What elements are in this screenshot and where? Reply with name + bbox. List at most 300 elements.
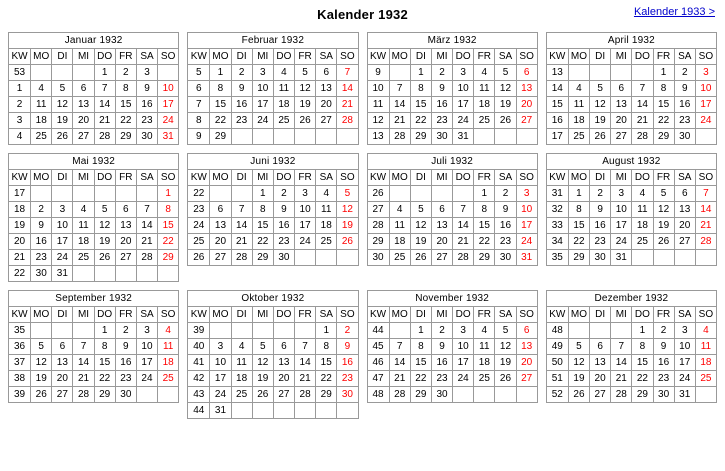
day-cell[interactable]: 27 [273,387,294,403]
day-cell[interactable]: 28 [231,250,252,266]
day-cell[interactable]: 9 [653,339,674,355]
day-cell[interactable]: 8 [94,339,115,355]
day-cell[interactable]: 23 [31,250,52,266]
day-cell[interactable]: 18 [273,97,294,113]
day-cell[interactable]: 31 [52,266,73,282]
day-cell[interactable]: 8 [158,202,179,218]
day-cell[interactable]: 23 [431,113,452,129]
day-cell[interactable]: 22 [632,371,653,387]
day-cell[interactable]: 23 [337,371,358,387]
day-cell[interactable]: 1 [94,323,115,339]
day-cell[interactable]: 2 [590,186,611,202]
day-cell[interactable]: 14 [136,218,157,234]
day-cell[interactable]: 12 [252,355,273,371]
day-cell[interactable]: 26 [252,387,273,403]
day-cell[interactable]: 7 [611,339,632,355]
day-cell[interactable]: 9 [115,339,136,355]
day-cell[interactable]: 18 [73,234,94,250]
day-cell[interactable]: 22 [158,234,179,250]
day-cell[interactable]: 9 [674,81,695,97]
day-cell[interactable]: 13 [611,97,632,113]
day-cell[interactable]: 15 [115,97,136,113]
day-cell[interactable]: 1 [252,186,273,202]
day-cell[interactable]: 19 [31,371,52,387]
day-cell[interactable]: 2 [431,323,452,339]
day-cell[interactable]: 29 [632,387,653,403]
day-cell[interactable]: 12 [568,355,589,371]
day-cell[interactable]: 4 [632,186,653,202]
day-cell[interactable]: 21 [295,371,316,387]
day-cell[interactable]: 29 [94,387,115,403]
day-cell[interactable]: 3 [453,65,474,81]
day-cell[interactable]: 24 [158,113,179,129]
day-cell[interactable]: 6 [273,339,294,355]
day-cell[interactable]: 30 [653,387,674,403]
day-cell[interactable]: 10 [158,81,179,97]
day-cell[interactable]: 28 [136,250,157,266]
day-cell[interactable]: 9 [431,81,452,97]
day-cell[interactable]: 5 [568,339,589,355]
day-cell[interactable]: 24 [695,113,716,129]
day-cell[interactable]: 18 [158,355,179,371]
day-cell[interactable]: 25 [695,371,716,387]
day-cell[interactable]: 21 [632,113,653,129]
day-cell[interactable]: 28 [611,387,632,403]
day-cell[interactable]: 22 [94,371,115,387]
day-cell[interactable]: 5 [653,186,674,202]
day-cell[interactable]: 9 [495,202,516,218]
day-cell[interactable]: 29 [568,250,589,266]
day-cell[interactable]: 14 [453,218,474,234]
day-cell[interactable]: 13 [73,97,94,113]
day-cell[interactable]: 15 [316,355,337,371]
day-cell[interactable]: 8 [568,202,589,218]
day-cell[interactable]: 11 [389,218,410,234]
day-cell[interactable]: 3 [252,65,273,81]
day-cell[interactable]: 12 [590,97,611,113]
day-cell[interactable]: 7 [389,81,410,97]
day-cell[interactable]: 15 [410,97,431,113]
day-cell[interactable]: 27 [115,250,136,266]
day-cell[interactable]: 8 [210,81,231,97]
day-cell[interactable]: 4 [273,65,294,81]
day-cell[interactable]: 5 [94,202,115,218]
day-cell[interactable]: 1 [158,186,179,202]
day-cell[interactable]: 22 [210,113,231,129]
day-cell[interactable]: 27 [516,371,537,387]
day-cell[interactable]: 3 [295,186,316,202]
day-cell[interactable]: 4 [695,323,716,339]
day-cell[interactable]: 12 [94,218,115,234]
day-cell[interactable]: 10 [252,81,273,97]
day-cell[interactable]: 13 [210,218,231,234]
day-cell[interactable]: 24 [516,234,537,250]
day-cell[interactable]: 25 [316,234,337,250]
day-cell[interactable]: 10 [210,355,231,371]
day-cell[interactable]: 28 [389,129,410,145]
day-cell[interactable]: 4 [73,202,94,218]
day-cell[interactable]: 3 [674,323,695,339]
day-cell[interactable]: 14 [695,202,716,218]
day-cell[interactable]: 3 [611,186,632,202]
day-cell[interactable]: 12 [495,339,516,355]
day-cell[interactable]: 16 [273,218,294,234]
day-cell[interactable]: 27 [674,234,695,250]
day-cell[interactable]: 23 [653,371,674,387]
day-cell[interactable]: 16 [431,97,452,113]
day-cell[interactable]: 25 [632,234,653,250]
day-cell[interactable]: 3 [695,65,716,81]
day-cell[interactable]: 19 [410,234,431,250]
day-cell[interactable]: 3 [136,323,157,339]
day-cell[interactable]: 19 [590,113,611,129]
day-cell[interactable]: 26 [52,129,73,145]
day-cell[interactable]: 22 [568,234,589,250]
day-cell[interactable]: 8 [410,81,431,97]
day-cell[interactable]: 6 [590,339,611,355]
day-cell[interactable]: 24 [52,250,73,266]
day-cell[interactable]: 2 [31,202,52,218]
day-cell[interactable]: 29 [316,387,337,403]
day-cell[interactable]: 22 [115,113,136,129]
day-cell[interactable]: 21 [389,371,410,387]
day-cell[interactable]: 26 [295,113,316,129]
day-cell[interactable]: 21 [453,234,474,250]
day-cell[interactable]: 13 [516,81,537,97]
day-cell[interactable]: 17 [611,218,632,234]
day-cell[interactable]: 29 [410,129,431,145]
day-cell[interactable]: 26 [495,371,516,387]
day-cell[interactable]: 2 [495,186,516,202]
day-cell[interactable]: 29 [252,250,273,266]
day-cell[interactable]: 11 [158,339,179,355]
day-cell[interactable]: 18 [316,218,337,234]
day-cell[interactable]: 28 [453,250,474,266]
day-cell[interactable]: 9 [136,81,157,97]
day-cell[interactable]: 19 [94,234,115,250]
day-cell[interactable]: 6 [516,65,537,81]
day-cell[interactable]: 19 [653,218,674,234]
day-cell[interactable]: 9 [337,339,358,355]
day-cell[interactable]: 25 [158,371,179,387]
day-cell[interactable]: 29 [158,250,179,266]
day-cell[interactable]: 19 [495,355,516,371]
day-cell[interactable]: 6 [611,81,632,97]
day-cell[interactable]: 29 [410,387,431,403]
day-cell[interactable]: 11 [231,355,252,371]
day-cell[interactable]: 14 [632,97,653,113]
day-cell[interactable]: 4 [568,81,589,97]
day-cell[interactable]: 10 [695,81,716,97]
day-cell[interactable]: 27 [431,250,452,266]
day-cell[interactable]: 4 [158,323,179,339]
day-cell[interactable]: 21 [695,218,716,234]
day-cell[interactable]: 21 [389,113,410,129]
day-cell[interactable]: 24 [295,234,316,250]
day-cell[interactable]: 6 [316,65,337,81]
day-cell[interactable]: 12 [653,202,674,218]
day-cell[interactable]: 16 [590,218,611,234]
day-cell[interactable]: 20 [73,113,94,129]
day-cell[interactable]: 23 [674,113,695,129]
day-cell[interactable]: 25 [73,250,94,266]
day-cell[interactable]: 30 [31,266,52,282]
day-cell[interactable]: 12 [410,218,431,234]
day-cell[interactable]: 19 [495,97,516,113]
day-cell[interactable]: 28 [94,129,115,145]
day-cell[interactable]: 24 [674,371,695,387]
day-cell[interactable]: 20 [210,234,231,250]
day-cell[interactable]: 10 [611,202,632,218]
day-cell[interactable]: 25 [231,387,252,403]
day-cell[interactable]: 4 [474,65,495,81]
day-cell[interactable]: 1 [410,65,431,81]
day-cell[interactable]: 25 [474,113,495,129]
day-cell[interactable]: 12 [31,355,52,371]
day-cell[interactable]: 20 [273,371,294,387]
day-cell[interactable]: 22 [410,371,431,387]
day-cell[interactable]: 30 [115,387,136,403]
day-cell[interactable]: 18 [231,371,252,387]
day-cell[interactable]: 30 [674,129,695,145]
day-cell[interactable]: 2 [674,65,695,81]
day-cell[interactable]: 18 [474,97,495,113]
day-cell[interactable]: 12 [337,202,358,218]
day-cell[interactable]: 2 [115,65,136,81]
day-cell[interactable]: 30 [337,387,358,403]
day-cell[interactable]: 17 [453,355,474,371]
day-cell[interactable]: 13 [674,202,695,218]
day-cell[interactable]: 13 [115,218,136,234]
day-cell[interactable]: 30 [431,129,452,145]
day-cell[interactable]: 31 [453,129,474,145]
day-cell[interactable]: 20 [316,97,337,113]
day-cell[interactable]: 15 [252,218,273,234]
day-cell[interactable]: 15 [94,355,115,371]
day-cell[interactable]: 4 [389,202,410,218]
day-cell[interactable]: 26 [337,234,358,250]
day-cell[interactable]: 27 [210,250,231,266]
day-cell[interactable]: 16 [31,234,52,250]
day-cell[interactable]: 14 [389,97,410,113]
day-cell[interactable]: 1 [410,323,431,339]
day-cell[interactable]: 22 [252,234,273,250]
day-cell[interactable]: 18 [31,113,52,129]
day-cell[interactable]: 11 [73,218,94,234]
day-cell[interactable]: 11 [695,339,716,355]
day-cell[interactable]: 15 [632,355,653,371]
day-cell[interactable]: 22 [410,113,431,129]
day-cell[interactable]: 6 [516,323,537,339]
day-cell[interactable]: 10 [136,339,157,355]
day-cell[interactable]: 9 [31,218,52,234]
day-cell[interactable]: 15 [653,97,674,113]
day-cell[interactable]: 30 [495,250,516,266]
day-cell[interactable]: 9 [431,339,452,355]
day-cell[interactable]: 23 [273,234,294,250]
day-cell[interactable]: 6 [431,202,452,218]
day-cell[interactable]: 25 [31,129,52,145]
day-cell[interactable]: 4 [31,81,52,97]
day-cell[interactable]: 13 [316,81,337,97]
day-cell[interactable]: 19 [337,218,358,234]
day-cell[interactable]: 14 [295,355,316,371]
day-cell[interactable]: 16 [653,355,674,371]
day-cell[interactable]: 26 [94,250,115,266]
day-cell[interactable]: 29 [115,129,136,145]
day-cell[interactable]: 3 [453,323,474,339]
day-cell[interactable]: 13 [431,218,452,234]
day-cell[interactable]: 27 [316,113,337,129]
day-cell[interactable]: 28 [295,387,316,403]
day-cell[interactable]: 2 [431,65,452,81]
day-cell[interactable]: 2 [337,323,358,339]
day-cell[interactable]: 13 [273,355,294,371]
day-cell[interactable]: 17 [252,97,273,113]
day-cell[interactable]: 4 [474,323,495,339]
day-cell[interactable]: 19 [52,113,73,129]
day-cell[interactable]: 21 [136,234,157,250]
day-cell[interactable]: 23 [115,371,136,387]
day-cell[interactable]: 10 [516,202,537,218]
day-cell[interactable]: 1 [94,65,115,81]
day-cell[interactable]: 20 [516,97,537,113]
day-cell[interactable]: 9 [273,202,294,218]
day-cell[interactable]: 5 [295,65,316,81]
day-cell[interactable]: 9 [231,81,252,97]
day-cell[interactable]: 10 [295,202,316,218]
day-cell[interactable]: 31 [611,250,632,266]
day-cell[interactable]: 28 [632,129,653,145]
day-cell[interactable]: 17 [158,97,179,113]
day-cell[interactable]: 1 [653,65,674,81]
day-cell[interactable]: 17 [295,218,316,234]
day-cell[interactable]: 17 [453,97,474,113]
day-cell[interactable]: 8 [115,81,136,97]
day-cell[interactable]: 13 [590,355,611,371]
day-cell[interactable]: 8 [316,339,337,355]
day-cell[interactable]: 28 [73,387,94,403]
day-cell[interactable]: 25 [474,371,495,387]
day-cell[interactable]: 20 [115,234,136,250]
day-cell[interactable]: 14 [94,97,115,113]
day-cell[interactable]: 11 [632,202,653,218]
day-cell[interactable]: 20 [611,113,632,129]
day-cell[interactable]: 11 [273,81,294,97]
day-cell[interactable]: 24 [453,371,474,387]
day-cell[interactable]: 20 [590,371,611,387]
next-year-link[interactable]: Kalender 1933 > [633,6,715,18]
day-cell[interactable]: 11 [316,202,337,218]
day-cell[interactable]: 24 [611,234,632,250]
day-cell[interactable]: 26 [568,387,589,403]
day-cell[interactable]: 18 [474,355,495,371]
day-cell[interactable]: 7 [231,202,252,218]
day-cell[interactable]: 12 [52,97,73,113]
day-cell[interactable]: 23 [136,113,157,129]
day-cell[interactable]: 22 [474,234,495,250]
day-cell[interactable]: 26 [495,113,516,129]
day-cell[interactable]: 21 [611,371,632,387]
day-cell[interactable]: 21 [231,234,252,250]
day-cell[interactable]: 25 [568,129,589,145]
day-cell[interactable]: 18 [568,113,589,129]
day-cell[interactable]: 31 [210,403,231,419]
day-cell[interactable]: 23 [431,371,452,387]
day-cell[interactable]: 27 [52,387,73,403]
day-cell[interactable]: 11 [474,339,495,355]
day-cell[interactable]: 15 [210,97,231,113]
day-cell[interactable]: 4 [231,339,252,355]
day-cell[interactable]: 10 [52,218,73,234]
day-cell[interactable]: 7 [389,339,410,355]
day-cell[interactable]: 26 [653,234,674,250]
day-cell[interactable]: 11 [31,97,52,113]
day-cell[interactable]: 17 [136,355,157,371]
day-cell[interactable]: 7 [295,339,316,355]
day-cell[interactable]: 27 [516,113,537,129]
day-cell[interactable]: 28 [695,234,716,250]
day-cell[interactable]: 27 [73,129,94,145]
day-cell[interactable]: 30 [136,129,157,145]
day-cell[interactable]: 26 [590,129,611,145]
day-cell[interactable]: 6 [115,202,136,218]
day-cell[interactable]: 3 [136,65,157,81]
day-cell[interactable]: 10 [453,339,474,355]
day-cell[interactable]: 20 [516,355,537,371]
day-cell[interactable]: 15 [158,218,179,234]
day-cell[interactable]: 2 [653,323,674,339]
day-cell[interactable]: 24 [453,113,474,129]
day-cell[interactable]: 23 [231,113,252,129]
day-cell[interactable]: 6 [52,339,73,355]
day-cell[interactable]: 5 [495,65,516,81]
day-cell[interactable]: 7 [453,202,474,218]
day-cell[interactable]: 17 [52,234,73,250]
day-cell[interactable]: 25 [389,250,410,266]
day-cell[interactable]: 15 [568,218,589,234]
day-cell[interactable]: 15 [410,355,431,371]
day-cell[interactable]: 16 [337,355,358,371]
day-cell[interactable]: 22 [653,113,674,129]
day-cell[interactable]: 2 [115,323,136,339]
day-cell[interactable]: 21 [94,113,115,129]
day-cell[interactable]: 24 [136,371,157,387]
day-cell[interactable]: 30 [273,250,294,266]
day-cell[interactable]: 17 [516,218,537,234]
day-cell[interactable]: 29 [653,129,674,145]
day-cell[interactable]: 27 [590,387,611,403]
day-cell[interactable]: 13 [52,355,73,371]
day-cell[interactable]: 16 [495,218,516,234]
day-cell[interactable]: 7 [632,81,653,97]
day-cell[interactable]: 1 [210,65,231,81]
day-cell[interactable]: 1 [632,323,653,339]
day-cell[interactable]: 13 [516,339,537,355]
day-cell[interactable]: 8 [410,339,431,355]
day-cell[interactable]: 7 [94,81,115,97]
day-cell[interactable]: 3 [52,202,73,218]
day-cell[interactable]: 16 [674,97,695,113]
day-cell[interactable]: 5 [590,81,611,97]
day-cell[interactable]: 30 [431,387,452,403]
day-cell[interactable]: 12 [495,81,516,97]
day-cell[interactable]: 16 [115,355,136,371]
day-cell[interactable]: 12 [295,81,316,97]
day-cell[interactable]: 25 [273,113,294,129]
day-cell[interactable]: 28 [389,387,410,403]
day-cell[interactable]: 7 [695,186,716,202]
